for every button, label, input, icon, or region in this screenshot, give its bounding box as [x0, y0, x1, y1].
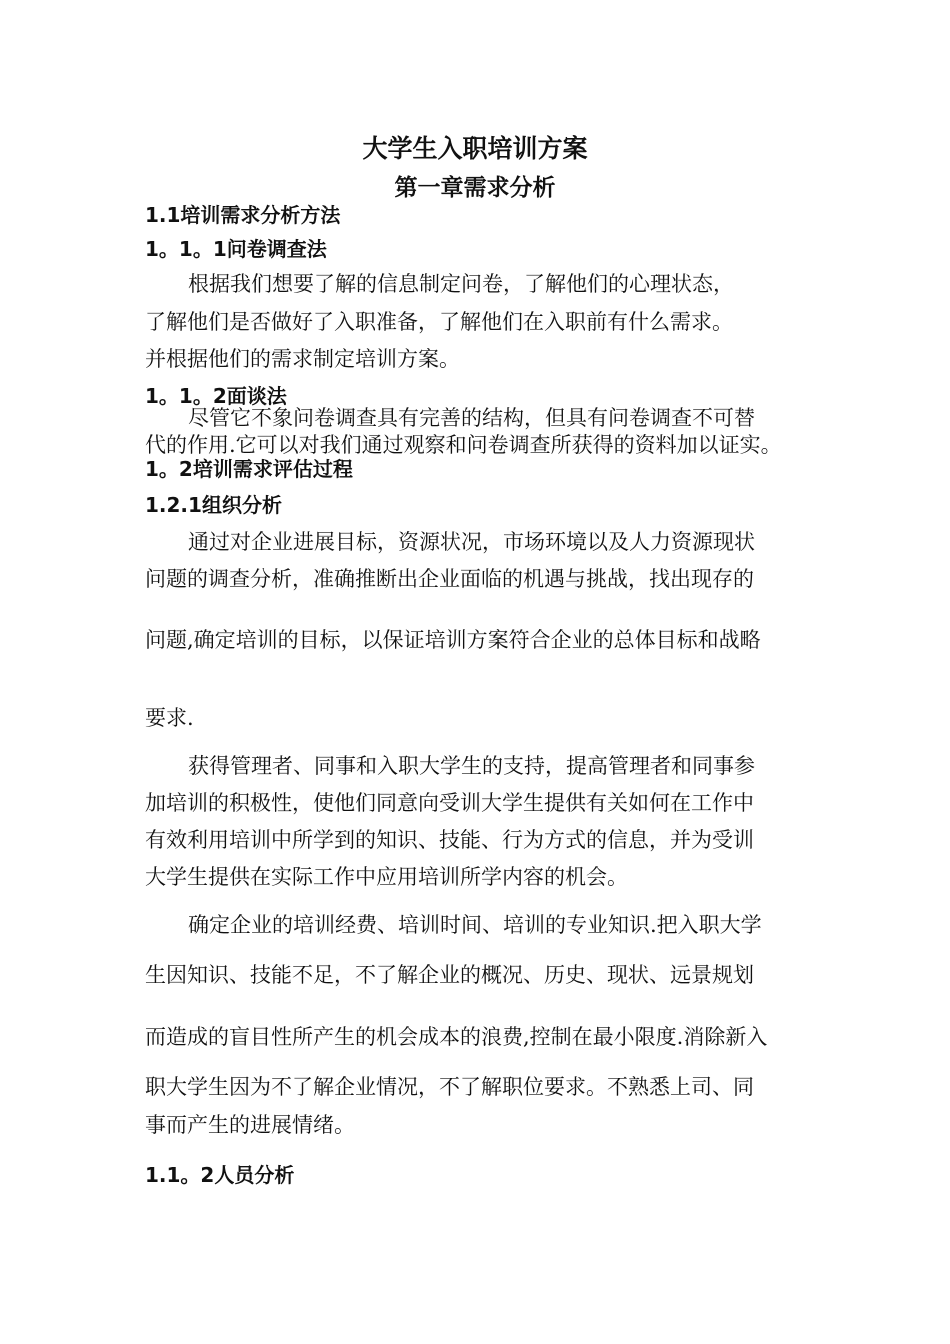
paragraph-line: 有效利用培训中所学到的知识、技能、行为方式的信息，并为受训	[145, 828, 754, 852]
section-heading-1-1: 1.1培训需求分析方法	[145, 203, 341, 227]
paragraph-line: 事而产生的进展情绪。	[145, 1113, 355, 1137]
paragraph-line: 问题的调查分析，准确推断出企业面临的机遇与挑战，找出现存的	[145, 567, 754, 591]
section-heading-1-1-2-personnel: 1.1。2人员分析	[145, 1163, 295, 1187]
paragraph-line: 问题,确定培训的目标，以保证培训方案符合企业的总体目标和战略	[145, 628, 761, 652]
paragraph-line: 大学生提供在实际工作中应用培训所学内容的机会。	[145, 865, 628, 889]
paragraph-line: 尽管它不象问卷调查具有完善的结构，但具有问卷调查不可替	[188, 406, 755, 430]
paragraph-line: 根据我们想要了解的信息制定问卷，了解他们的心理状态，	[188, 272, 734, 296]
section-heading-1-2: 1。2培训需求评估过程	[145, 457, 353, 481]
paragraph-line: 而造成的盲目性所产生的机会成本的浪费,控制在最小限度.消除新入	[145, 1025, 768, 1049]
paragraph-line: 代的作用.它可以对我们通过观察和问卷调查所获得的资料加以证实。	[145, 433, 782, 457]
document-title: 大学生入职培训方案	[362, 134, 588, 163]
paragraph-line: 了解他们是否做好了入职准备，了解他们在入职前有什么需求。	[145, 310, 733, 334]
section-heading-1-1-2: 1。1。2面谈法	[145, 384, 287, 408]
chapter-title: 第一章需求分析	[394, 175, 556, 201]
section-heading-1-2-1: 1.2.1组织分析	[145, 493, 282, 517]
paragraph-line: 职大学生因为不了解企业情况，不了解职位要求。不熟悉上司、同	[145, 1075, 754, 1099]
paragraph-line: 确定企业的培训经费、培训时间、培训的专业知识.把入职大学	[188, 913, 762, 937]
section-heading-1-1-1: 1。1。1问卷调查法	[145, 237, 327, 261]
paragraph-line: 并根据他们的需求制定培训方案。	[145, 347, 460, 371]
paragraph-line: 获得管理者、同事和入职大学生的支持，提高管理者和同事参	[188, 754, 755, 778]
paragraph-line: 加培训的积极性，使他们同意向受训大学生提供有关如何在工作中	[145, 791, 754, 815]
paragraph-line: 生因知识、技能不足，不了解企业的概况、历史、现状、远景规划	[145, 963, 754, 987]
paragraph-line: 要求.	[145, 706, 194, 730]
paragraph-line: 通过对企业进展目标，资源状况，市场环境以及人力资源现状	[188, 530, 755, 554]
